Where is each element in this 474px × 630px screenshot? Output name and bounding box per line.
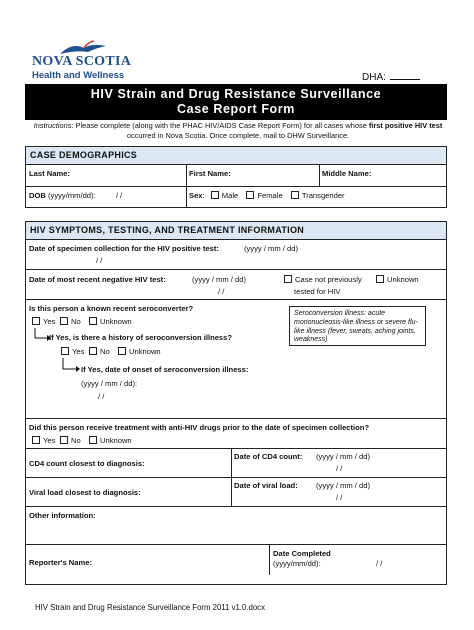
instructions-bold: first positive HIV test bbox=[368, 121, 443, 130]
history-yes[interactable]: Yes bbox=[61, 347, 84, 356]
sex-field: Sex: Male Female Transgender bbox=[189, 191, 345, 200]
checkbox[interactable] bbox=[211, 191, 219, 199]
dob-field[interactable] bbox=[26, 187, 186, 207]
treatment-row bbox=[26, 419, 446, 449]
dha-field[interactable] bbox=[362, 71, 420, 83]
onset-slashes: / / bbox=[98, 392, 105, 401]
case-not-previously-option[interactable]: Case not previously bbox=[284, 275, 362, 284]
onset-question: If Yes, date of onset of seroconversion illness: bbox=[81, 365, 249, 374]
viral-load-label[interactable]: Viral load closest to diagnosis: bbox=[29, 488, 141, 497]
seroconverter-unknown[interactable]: Unknown bbox=[89, 317, 132, 326]
negative-test-format[interactable]: (yyyy / mm / dd) bbox=[192, 275, 247, 284]
viral-load-row bbox=[26, 478, 446, 507]
hiv-symptoms-section bbox=[25, 221, 447, 585]
note-label: Seroconversion illness: bbox=[294, 310, 366, 317]
dob-sex-row bbox=[26, 187, 446, 207]
checkbox[interactable] bbox=[61, 347, 69, 355]
name-row bbox=[26, 165, 446, 187]
first-name-field[interactable]: First Name: bbox=[189, 169, 231, 178]
dha-label: DHA: bbox=[362, 72, 386, 83]
treatment-no[interactable]: No bbox=[60, 436, 81, 445]
form-title-line1: HIV Strain and Drug Resistance Surveillance bbox=[90, 87, 382, 101]
date-completed-label: Date Completed bbox=[273, 549, 331, 558]
specimen-date-row[interactable] bbox=[26, 240, 446, 270]
history-question: If Yes, is there a history of seroconversion illness? bbox=[49, 333, 233, 342]
other-info-row[interactable] bbox=[26, 507, 446, 545]
cd4-label[interactable]: CD4 count closest to diagnosis: bbox=[29, 459, 145, 468]
cd4-date-slashes: / / bbox=[336, 464, 343, 473]
checkbox[interactable] bbox=[89, 436, 97, 444]
demographics-heading: CASE DEMOGRAPHICS bbox=[26, 147, 446, 165]
other-info-label: Other information: bbox=[29, 511, 96, 520]
treatment-yes[interactable]: Yes bbox=[32, 436, 55, 445]
footer-filename: HIV Strain and Drug Resistance Surveillance Form 2011 v1.0.docx bbox=[35, 603, 265, 612]
history-unknown[interactable]: Unknown bbox=[118, 347, 161, 356]
seroconversion-note-box bbox=[289, 306, 426, 346]
last-name-field[interactable]: Last Name: bbox=[29, 169, 70, 178]
case-demographics-section bbox=[25, 146, 447, 208]
negative-test-unknown-option[interactable]: Unknown bbox=[376, 275, 419, 284]
viral-date-slashes: / / bbox=[336, 493, 343, 502]
checkbox[interactable] bbox=[291, 191, 299, 199]
checkbox[interactable] bbox=[118, 347, 126, 355]
note-text: acute mononucleosis-like illness or severe flu-like illness (fever, sweats, aching joints, weakness) bbox=[294, 310, 418, 344]
reporter-row bbox=[26, 545, 446, 575]
negative-test-row bbox=[26, 270, 446, 300]
checkbox[interactable] bbox=[376, 275, 384, 283]
reporter-label[interactable]: Reporter's Name: bbox=[29, 558, 92, 567]
checkbox[interactable] bbox=[246, 191, 254, 199]
cd4-date-format[interactable]: (yyyy / mm / dd) bbox=[316, 452, 371, 461]
symptoms-heading: HIV SYMPTOMS, TESTING, AND TREATMENT INFORMATION bbox=[26, 222, 446, 240]
checkbox[interactable] bbox=[32, 317, 40, 325]
instructions-text2: occurred in Nova Scotia. Once complete, mail to DHW Surveillance. bbox=[126, 130, 350, 140]
checkbox[interactable] bbox=[60, 317, 68, 325]
dob-slashes: / / bbox=[115, 191, 123, 200]
seroconverter-no[interactable]: No bbox=[60, 317, 81, 326]
sex-option-male[interactable]: Male bbox=[211, 191, 238, 200]
onset-format[interactable]: (yyyy / mm / dd): bbox=[81, 379, 138, 388]
history-no[interactable]: No bbox=[89, 347, 110, 356]
dha-input-line[interactable] bbox=[390, 71, 420, 80]
dob-label: DOB bbox=[29, 191, 46, 200]
case-not-previously-line2: tested for HIV bbox=[294, 287, 341, 296]
specimen-date-label: Date of specimen collection for the HIV positive test: bbox=[29, 244, 219, 253]
instructions bbox=[28, 121, 448, 140]
instructions-text1: : Please complete (along with the PHAC HIV/AIDS Case Report Form) for all cases whose bbox=[71, 121, 369, 130]
viral-date-label: Date of viral load: bbox=[234, 481, 298, 490]
form-title-bar bbox=[25, 84, 447, 120]
instructions-label: Instructions bbox=[33, 121, 72, 130]
negative-test-label: Date of most recent negative HIV test: bbox=[29, 275, 166, 284]
logo-wordmark: NOVA SCOTIA bbox=[32, 54, 132, 69]
middle-name-field[interactable]: Middle Name: bbox=[322, 169, 372, 178]
sex-option-transgender[interactable]: Transgender bbox=[291, 191, 345, 200]
viral-date-format[interactable]: (yyyy / mm / dd) bbox=[316, 481, 371, 490]
logo-subtitle: Health and Wellness bbox=[32, 70, 125, 81]
seroconverter-block bbox=[26, 300, 446, 419]
seroconverter-question: Is this person a known recent seroconverter? bbox=[29, 304, 194, 313]
treatment-unknown[interactable]: Unknown bbox=[89, 436, 132, 445]
negative-test-slashes: / / bbox=[218, 287, 225, 296]
sex-option-female[interactable]: Female bbox=[246, 191, 282, 200]
cd4-row bbox=[26, 449, 446, 478]
date-completed-format[interactable]: (yyyy/mm/dd): bbox=[273, 559, 321, 568]
specimen-date-slashes: / / bbox=[96, 256, 103, 265]
date-completed-slashes: / / bbox=[376, 559, 383, 568]
checkbox[interactable] bbox=[89, 347, 97, 355]
sex-label: Sex bbox=[189, 191, 203, 200]
seroconverter-yes[interactable]: Yes bbox=[32, 317, 55, 326]
checkbox[interactable] bbox=[89, 317, 97, 325]
specimen-date-format: (yyyy / mm / dd) bbox=[244, 244, 299, 253]
treatment-question: Did this person receive treatment with anti-HIV drugs prior to the date of specimen collection? bbox=[29, 423, 370, 432]
checkbox[interactable] bbox=[284, 275, 292, 283]
dob-format: (yyyy/mm/dd): bbox=[48, 191, 96, 200]
checkbox[interactable] bbox=[32, 436, 40, 444]
checkbox[interactable] bbox=[60, 436, 68, 444]
form-title-line2: Case Report Form bbox=[177, 102, 295, 116]
cd4-date-label: Date of CD4 count: bbox=[234, 452, 303, 461]
